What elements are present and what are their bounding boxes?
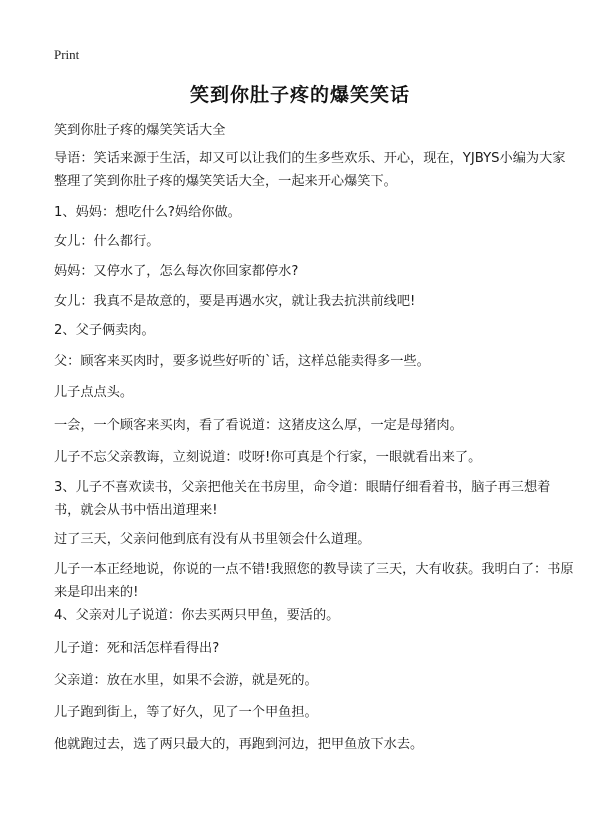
paragraph: 4、父亲对儿子说道：你去买两只甲鱼，要活的。 bbox=[54, 608, 340, 623]
paragraph-intro: 导语：笑话来源于生活，却又可以让我们的生多些欢乐、开心，现在，YJBYS小编为大家整理了笑到你肚子疼的爆笑笑话大全，一起来开心爆笑下。 bbox=[54, 151, 566, 189]
paragraph: 2、父子俩卖肉。 bbox=[54, 323, 155, 338]
paragraph: 3、儿子不喜欢读书，父亲把他关在书房里，命令道：眼睛仔细看着书，脑子再三想着书，就会从书中悟出道理来! bbox=[54, 480, 551, 518]
paragraph: 他就跑过去，选了两只最大的，再跑到河边，把甲鱼放下水去。 bbox=[54, 737, 424, 752]
paragraph: 妈妈：又停水了，怎么每次你回家都停水? bbox=[54, 264, 299, 279]
paragraph: 儿子跑到街上，等了好久，见了一个甲鱼担。 bbox=[54, 705, 318, 720]
paragraph: 女儿：什么都行。 bbox=[54, 234, 160, 249]
paragraph: 儿子点点头。 bbox=[54, 385, 134, 400]
document-title: 笑到你肚子疼的爆笑笑话 bbox=[189, 84, 410, 106]
paragraph-subtitle: 笑到你肚子疼的爆笑笑话大全 bbox=[54, 123, 226, 138]
paragraph: 女儿：我真不是故意的，要是再遇水灾，就让我去抗洪前线吧! bbox=[54, 294, 416, 309]
paragraph: 一会，一个顾客来买肉，看了看说道：这猪皮这么厚，一定是母猪肉。 bbox=[54, 418, 463, 433]
paragraph: 儿子不忘父亲教诲，立刻说道：哎呀!你可真是个行家，一眼就看出来了。 bbox=[54, 450, 482, 465]
paragraph: 过了三天，父亲问他到底有没有从书里领会什么道理。 bbox=[54, 532, 371, 547]
paragraph: 1、妈妈：想吃什么?妈给你做。 bbox=[54, 205, 241, 220]
print-link[interactable]: Print bbox=[54, 47, 80, 62]
paragraph: 父亲道：放在水里，如果不会游，就是死的。 bbox=[54, 673, 318, 688]
paragraph: 儿子道：死和活怎样看得出? bbox=[54, 641, 220, 656]
paragraph: 父：顾客来买肉时，要多说些好听的`话，这样总能卖得多一些。 bbox=[54, 354, 430, 369]
paragraph: 儿子一本正经地说，你说的一点不错!我照您的教导读了三天，大有收获。我明白了：书原来是印出来的! bbox=[54, 562, 574, 600]
